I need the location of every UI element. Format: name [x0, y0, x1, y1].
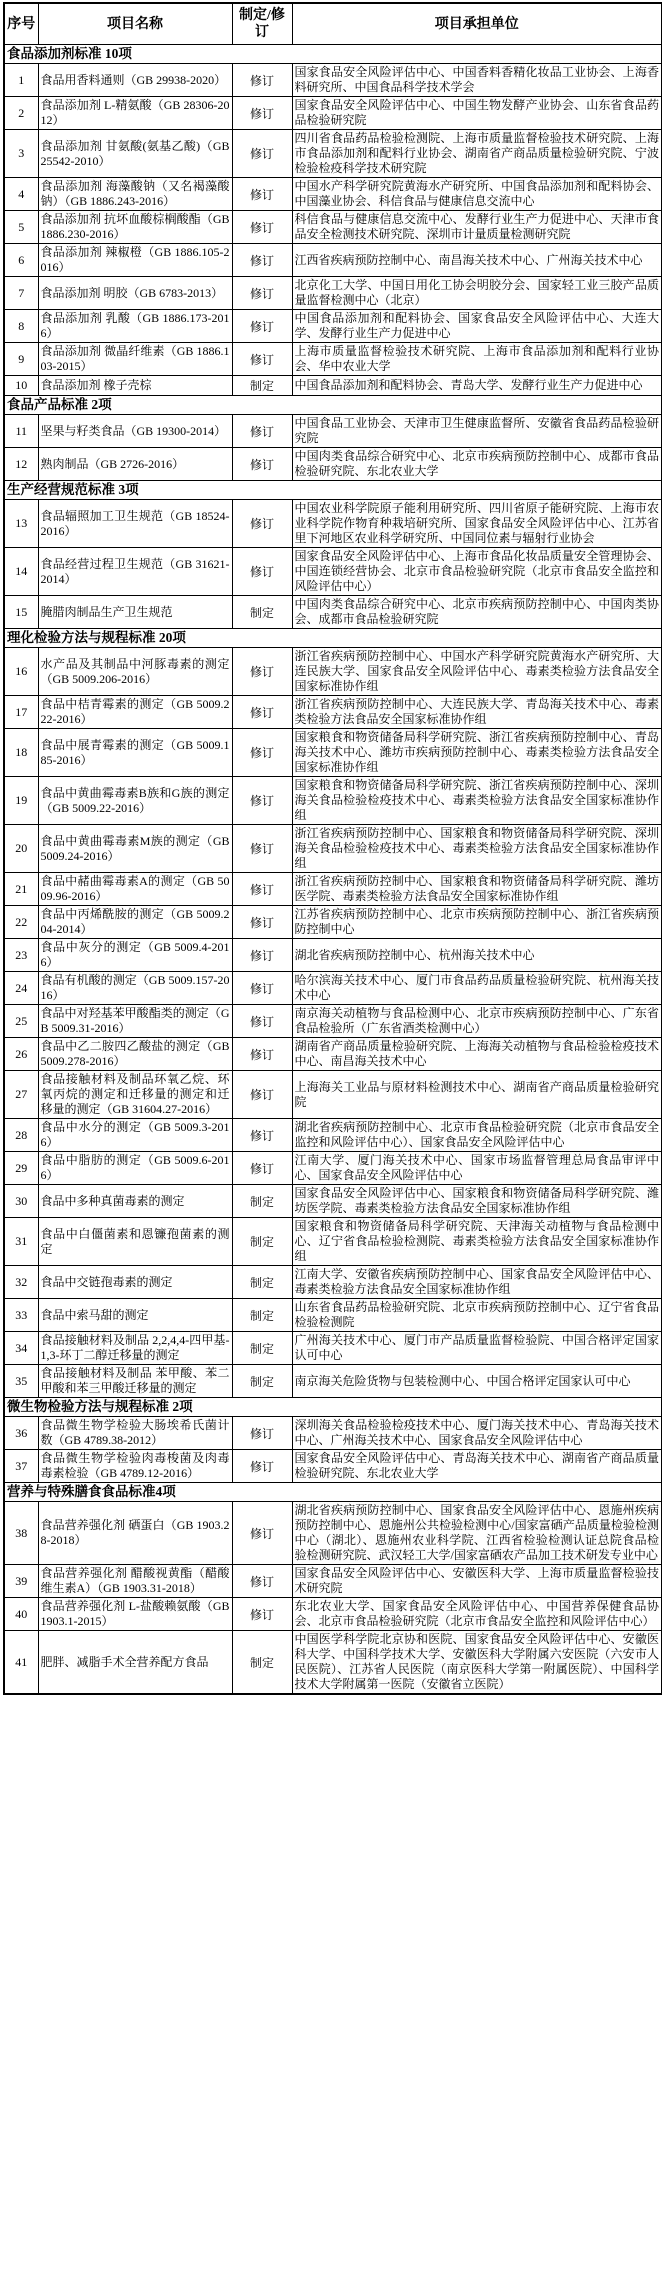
table-row [4, 448, 662, 481]
section-title: 食品产品标准 2项 [4, 396, 662, 415]
action-type: 修订 [232, 310, 292, 343]
row-number: 31 [4, 1218, 38, 1266]
action-type: 修订 [232, 178, 292, 211]
project-name: 食品有机酸的测定（GB 5009.157-2016） [38, 972, 232, 1005]
row-number: 17 [4, 696, 38, 729]
row-number: 8 [4, 310, 38, 343]
row-number: 34 [4, 1332, 38, 1365]
table-row [4, 1185, 662, 1218]
section-row [4, 481, 662, 500]
undertaking-unit: 中国肉类食品综合研究中心、北京市疾病预防控制中心、成都市食品检验研究院、东北农业大学 [292, 448, 662, 481]
action-type: 修订 [232, 64, 292, 97]
action-type: 修订 [232, 500, 292, 548]
section-row [4, 396, 662, 415]
section-row [4, 45, 662, 64]
project-name: 食品中展青霉素的测定（GB 5009.185-2016） [38, 729, 232, 777]
action-type: 制定 [232, 376, 292, 396]
table-row [4, 1218, 662, 1266]
action-type: 修订 [232, 548, 292, 596]
table-row [4, 1332, 662, 1365]
table-row [4, 1598, 662, 1631]
standards-table [3, 2, 662, 1695]
undertaking-unit: 浙江省疾病预防控制中心、国家粮食和物资储备局科学研究院、潍坊医学院、毒素类检验方法食品安全国家标准协作组 [292, 873, 662, 906]
section-title: 营养与特殊膳食食品标准4项 [4, 1483, 662, 1502]
table-row [4, 1299, 662, 1332]
action-type: 修订 [232, 130, 292, 178]
table-body [4, 45, 662, 1695]
project-name: 食品接触材料及制品环氧乙烷、环氧丙烷的测定和迁移量的测定和迁移量的测定（GB 31604.27-2016） [38, 1071, 232, 1119]
undertaking-unit: 中国农业科学院原子能利用研究所、四川省原子能研究院、上海市农业科学院作物育种栽培研究所、国家食品安全风险评估中心、江苏省里下河地区农业科学研究所、中国同位素与辐射行业协会 [292, 500, 662, 548]
action-type: 修订 [232, 777, 292, 825]
undertaking-unit: 湖北省疾病预防控制中心、北京市食品检验研究院（北京市食品安全监控和风险评估中心）、国家食品安全风险评估中心 [292, 1119, 662, 1152]
project-name: 食品中桔青霉素的测定（GB 5009.222-2016） [38, 696, 232, 729]
action-type: 修订 [232, 448, 292, 481]
undertaking-unit: 湖北省疾病预防控制中心、杭州海关技术中心 [292, 939, 662, 972]
action-type: 修订 [232, 906, 292, 939]
project-name: 水产品及其制品中河豚毒素的测定（GB 5009.206-2016） [38, 648, 232, 696]
project-name: 食品添加剂 海藻酸钠（又名褐藻酸钠）（GB 1886.243-2016） [38, 178, 232, 211]
row-number: 5 [4, 211, 38, 244]
action-type: 修订 [232, 244, 292, 277]
project-name: 食品中黄曲霉毒素M族的测定（GB 5009.24-2016） [38, 825, 232, 873]
table-row [4, 1417, 662, 1450]
project-name: 食品添加剂 辣椒橙（GB 1886.105-2016） [38, 244, 232, 277]
section-title: 理化检验方法与规程标准 20项 [4, 629, 662, 648]
action-type: 修订 [232, 343, 292, 376]
row-number: 37 [4, 1450, 38, 1483]
table-row [4, 1119, 662, 1152]
action-type: 制定 [232, 1332, 292, 1365]
table-row [4, 1266, 662, 1299]
row-number: 24 [4, 972, 38, 1005]
action-type: 修订 [232, 97, 292, 130]
table-row [4, 548, 662, 596]
undertaking-unit: 国家食品安全风险评估中心、中国香料香精化妆品工业协会、上海香料研究所、中国食品科学技术学会 [292, 64, 662, 97]
action-type: 制定 [232, 1299, 292, 1332]
action-type: 修订 [232, 211, 292, 244]
undertaking-unit: 哈尔滨海关技术中心、厦门市食品药品质量检验研究院、杭州海关技术中心 [292, 972, 662, 1005]
undertaking-unit: 国家食品安全风险评估中心、青岛海关技术中心、湖南省产商品质量检验研究院、东北农业大学 [292, 1450, 662, 1483]
undertaking-unit: 江西省疾病预防控制中心、南昌海关技术中心、广州海关技术中心 [292, 244, 662, 277]
table-row [4, 825, 662, 873]
undertaking-unit: 江南大学、安徽省疾病预防控制中心、国家食品安全风险评估中心、毒素类检验方法食品安全国家标准协作组 [292, 1266, 662, 1299]
project-name: 食品添加剂 橡子壳棕 [38, 376, 232, 396]
action-type: 修订 [232, 939, 292, 972]
table-row [4, 415, 662, 448]
project-name: 食品辐照加工卫生规范（GB 18524-2016） [38, 500, 232, 548]
undertaking-unit: 国家粮食和物资储备局科学研究院、浙江省疾病预防控制中心、青岛海关技术中心、潍坊市疾病预防控制中心、毒素类检验方法食品安全国家标准协作组 [292, 729, 662, 777]
undertaking-unit: 上海海关工业品与原材料检测技术中心、湖南省产商品质量检验研究院 [292, 1071, 662, 1119]
row-number: 41 [4, 1631, 38, 1695]
row-number: 21 [4, 873, 38, 906]
row-number: 33 [4, 1299, 38, 1332]
table-row [4, 1365, 662, 1398]
row-number: 40 [4, 1598, 38, 1631]
project-name: 食品添加剂 甘氨酸(氨基乙酸)（GB 25542-2010） [38, 130, 232, 178]
action-type: 修订 [232, 1417, 292, 1450]
table-row [4, 211, 662, 244]
table-row [4, 130, 662, 178]
project-name: 食品中黄曲霉毒素B族和G族的测定（GB 5009.22-2016） [38, 777, 232, 825]
table-row [4, 277, 662, 310]
undertaking-unit: 中国医学科学院北京协和医院、国家食品安全风险评估中心、安徽医科大学、中国科学技术大学、安徽医科大学附属六安医院（六安市人民医院）、江苏省人民医院（南京医科大学第一附属医院）、中国科学技术大学附属第一医院（安徽省立医院） [292, 1631, 662, 1695]
row-number: 13 [4, 500, 38, 548]
table-row [4, 729, 662, 777]
undertaking-unit: 上海市质量监督检验技术研究院、上海市食品添加剂和配料行业协会、华中农业大学 [292, 343, 662, 376]
undertaking-unit: 国家食品安全风险评估中心、国家粮食和物资储备局科学研究院、潍坊医学院、毒素类检验方法食品安全国家标准协作组 [292, 1185, 662, 1218]
project-name: 食品中索马甜的测定 [38, 1299, 232, 1332]
undertaking-unit: 湖北省疾病预防控制中心、国家食品安全风险评估中心、恩施州疾病预防控制中心、恩施州公共检验检测中心/国家富硒产品质量检验检测中心（湖北）、恩施州农业科学院、江西省检验检测认证总院食品检验检测研究院、武汉轻工大学/国家富硒农产品加工技术研发专业中心 [292, 1502, 662, 1565]
undertaking-unit: 国家食品安全风险评估中心、中国生物发酵产业协会、山东省食品药品检验研究院 [292, 97, 662, 130]
row-number: 26 [4, 1038, 38, 1071]
row-number: 2 [4, 97, 38, 130]
project-name: 食品中丙烯酰胺的测定（GB 5009.204-2014） [38, 906, 232, 939]
table-row [4, 906, 662, 939]
action-type: 制定 [232, 1266, 292, 1299]
undertaking-unit: 北京化工大学、中国日用化工协会明胶分会、国家轻工业三胶产品质量监督检测中心（北京） [292, 277, 662, 310]
header-num: 序号 [4, 3, 38, 45]
project-name: 食品营养强化剂 硒蛋白（GB 1903.28-2018） [38, 1502, 232, 1565]
action-type: 修订 [232, 1502, 292, 1565]
row-number: 35 [4, 1365, 38, 1398]
action-type: 修订 [232, 1450, 292, 1483]
action-type: 制定 [232, 596, 292, 629]
table-row [4, 777, 662, 825]
action-type: 修订 [232, 1565, 292, 1598]
header-row [4, 3, 662, 45]
table-row [4, 972, 662, 1005]
action-type: 制定 [232, 1365, 292, 1398]
row-number: 9 [4, 343, 38, 376]
row-number: 4 [4, 178, 38, 211]
row-number: 3 [4, 130, 38, 178]
undertaking-unit: 广州海关技术中心、厦门市产品质量监督检验院、中国合格评定国家认可中心 [292, 1332, 662, 1365]
row-number: 15 [4, 596, 38, 629]
action-type: 修订 [232, 1038, 292, 1071]
row-number: 23 [4, 939, 38, 972]
project-name: 熟肉制品（GB 2726-2016） [38, 448, 232, 481]
project-name: 食品添加剂 乳酸（GB 1886.173-2016） [38, 310, 232, 343]
table-row [4, 1631, 662, 1695]
row-number: 10 [4, 376, 38, 396]
project-name: 食品中多种真菌毒素的测定 [38, 1185, 232, 1218]
project-name: 食品中对羟基苯甲酸酯类的测定（GB 5009.31-2016） [38, 1005, 232, 1038]
project-name: 食品中灰分的测定（GB 5009.4-2016） [38, 939, 232, 972]
row-number: 25 [4, 1005, 38, 1038]
project-name: 坚果与籽类食品（GB 19300-2014） [38, 415, 232, 448]
project-name: 食品中赭曲霉毒素A的测定（GB 5009.96-2016） [38, 873, 232, 906]
table-row [4, 376, 662, 396]
action-type: 修订 [232, 648, 292, 696]
project-name: 食品营养强化剂 醋酸视黄酯（醋酸维生素A）（GB 1903.31-2018） [38, 1565, 232, 1598]
row-number: 39 [4, 1565, 38, 1598]
header-name: 项目名称 [38, 3, 232, 45]
project-name: 食品中白僵菌素和恩镰孢菌素的测定 [38, 1218, 232, 1266]
row-number: 18 [4, 729, 38, 777]
action-type: 修订 [232, 729, 292, 777]
undertaking-unit: 浙江省疾病预防控制中心、中国水产科学研究院黄海水产研究所、大连民族大学、国家食品安全风险评估中心、毒素类检验方法食品安全国家标准协作组 [292, 648, 662, 696]
table-row [4, 64, 662, 97]
undertaking-unit: 浙江省疾病预防控制中心、国家粮食和物资储备局科学研究院、深圳海关食品检验检疫技术中心、毒素类检验方法食品安全国家标准协作组 [292, 825, 662, 873]
undertaking-unit: 国家粮食和物资储备局科学研究院、天津海关动植物与食品检测中心、辽宁省食品检验检测院、毒素类检验方法食品安全国家标准协作组 [292, 1218, 662, 1266]
undertaking-unit: 山东省食品药品检验研究院、北京市疾病预防控制中心、辽宁省食品检验检测院 [292, 1299, 662, 1332]
row-number: 7 [4, 277, 38, 310]
row-number: 11 [4, 415, 38, 448]
undertaking-unit: 国家粮食和物资储备局科学研究院、浙江省疾病预防控制中心、深圳海关食品检验检疫技术中心、毒素类检验方法食品安全国家标准协作组 [292, 777, 662, 825]
action-type: 制定 [232, 1185, 292, 1218]
table-row [4, 1502, 662, 1565]
row-number: 6 [4, 244, 38, 277]
undertaking-unit: 南京海关危险货物与包装检测中心、中国合格评定国家认可中心 [292, 1365, 662, 1398]
action-type: 修订 [232, 696, 292, 729]
row-number: 20 [4, 825, 38, 873]
table-row [4, 696, 662, 729]
undertaking-unit: 国家食品安全风险评估中心、上海市食品化妆品质量安全管理协会、中国连锁经营协会、北京市食品检验研究院（北京市食品安全监控和风险评估中心） [292, 548, 662, 596]
undertaking-unit: 东北农业大学、国家食品安全风险评估中心、中国营养保健食品协会、北京市食品检验研究院（北京市食品安全监控和风险评估中心） [292, 1598, 662, 1631]
row-number: 38 [4, 1502, 38, 1565]
project-name: 食品添加剂 明胶（GB 6783-2013） [38, 277, 232, 310]
table-row [4, 1038, 662, 1071]
action-type: 修订 [232, 415, 292, 448]
project-name: 食品中水分的测定（GB 5009.3-2016） [38, 1119, 232, 1152]
table-row [4, 178, 662, 211]
table-row [4, 1071, 662, 1119]
row-number: 36 [4, 1417, 38, 1450]
table-row [4, 939, 662, 972]
table-row [4, 97, 662, 130]
project-name: 食品中脂肪的测定（GB 5009.6-2016） [38, 1152, 232, 1185]
table-header [4, 3, 662, 45]
table-row [4, 500, 662, 548]
undertaking-unit: 湖南省产商品质量检验研究院、上海海关动植物与食品检验检疫技术中心、南昌海关技术中心 [292, 1038, 662, 1071]
action-type: 修订 [232, 1598, 292, 1631]
table-row [4, 343, 662, 376]
undertaking-unit: 科信食品与健康信息交流中心、发酵行业生产力促进中心、天津市食品安全检测技术研究院、深圳市计量质量检测研究院 [292, 211, 662, 244]
project-name: 食品营养强化剂 L-盐酸赖氨酸（GB 1903.1-2015） [38, 1598, 232, 1631]
row-number: 22 [4, 906, 38, 939]
project-name: 食品中乙二胺四乙酸盐的测定（GB 5009.278-2016） [38, 1038, 232, 1071]
action-type: 修订 [232, 873, 292, 906]
undertaking-unit: 江苏省疾病预防控制中心、北京市疾病预防控制中心、浙江省疾病预防控制中心 [292, 906, 662, 939]
section-row [4, 1398, 662, 1417]
row-number: 12 [4, 448, 38, 481]
row-number: 29 [4, 1152, 38, 1185]
section-title: 生产经营规范标准 3项 [4, 481, 662, 500]
action-type: 制定 [232, 1631, 292, 1695]
undertaking-unit: 中国食品添加剂和配料协会、国家食品安全风险评估中心、大连大学、发酵行业生产力促进中心 [292, 310, 662, 343]
project-name: 食品微生物学检验大肠埃希氏菌计数（GB 4789.38-2012） [38, 1417, 232, 1450]
undertaking-unit: 中国肉类食品综合研究中心、北京市疾病预防控制中心、中国肉类协会、成都市食品检验研究院 [292, 596, 662, 629]
table-row [4, 1005, 662, 1038]
project-name: 食品微生物学检验肉毒梭菌及肉毒毒素检验（GB 4789.12-2016） [38, 1450, 232, 1483]
header-unit: 项目承担单位 [292, 3, 662, 45]
undertaking-unit: 国家食品安全风险评估中心、安徽医科大学、上海市质量监督检验技术研究院 [292, 1565, 662, 1598]
row-number: 28 [4, 1119, 38, 1152]
table-row [4, 648, 662, 696]
action-type: 修订 [232, 825, 292, 873]
project-name: 食品用香料通则（GB 29938-2020） [38, 64, 232, 97]
undertaking-unit: 浙江省疾病预防控制中心、大连民族大学、青岛海关技术中心、毒素类检验方法食品安全国家标准协作组 [292, 696, 662, 729]
project-name: 食品经营过程卫生规范（GB 31621-2014） [38, 548, 232, 596]
table-row [4, 873, 662, 906]
row-number: 16 [4, 648, 38, 696]
header-action: 制定/修订 [232, 3, 292, 45]
action-type: 修订 [232, 1119, 292, 1152]
undertaking-unit: 中国食品添加剂和配料协会、青岛大学、发酵行业生产力促进中心 [292, 376, 662, 396]
project-name: 食品接触材料及制品 2,2,4,4-四甲基-1,3-环丁二醇迁移量的测定 [38, 1332, 232, 1365]
table-row [4, 244, 662, 277]
section-row [4, 629, 662, 648]
undertaking-unit: 南京海关动植物与食品检测中心、北京市疾病预防控制中心、广东省食品检验所（广东省酒类检测中心） [292, 1005, 662, 1038]
row-number: 19 [4, 777, 38, 825]
action-type: 修订 [232, 1005, 292, 1038]
project-name: 食品添加剂 微晶纤维素（GB 1886.103-2015） [38, 343, 232, 376]
project-name: 食品中交链孢毒素的测定 [38, 1266, 232, 1299]
action-type: 修订 [232, 1071, 292, 1119]
action-type: 修订 [232, 277, 292, 310]
table-row [4, 596, 662, 629]
undertaking-unit: 江南大学、厦门海关技术中心、国家市场监督管理总局食品审评中心、国家食品安全风险评估中心 [292, 1152, 662, 1185]
action-type: 制定 [232, 1218, 292, 1266]
action-type: 修订 [232, 972, 292, 1005]
table-row [4, 310, 662, 343]
project-name: 食品接触材料及制品 苯甲酸、苯二甲酸和苯三甲酸迁移量的测定 [38, 1365, 232, 1398]
section-title: 食品添加剂标准 10项 [4, 45, 662, 64]
row-number: 27 [4, 1071, 38, 1119]
project-name: 肥胖、减脂手术全营养配方食品 [38, 1631, 232, 1695]
section-row [4, 1483, 662, 1502]
row-number: 30 [4, 1185, 38, 1218]
undertaking-unit: 中国水产科学研究院黄海水产研究所、中国食品添加剂和配料协会、中国藻业协会、科信食品与健康信息交流中心 [292, 178, 662, 211]
table-row [4, 1450, 662, 1483]
row-number: 32 [4, 1266, 38, 1299]
project-name: 腌腊肉制品生产卫生规范 [38, 596, 232, 629]
project-name: 食品添加剂 L-精氨酸（GB 28306-2012） [38, 97, 232, 130]
action-type: 修订 [232, 1152, 292, 1185]
project-name: 食品添加剂 抗坏血酸棕榈酸酯（GB 1886.230-2016） [38, 211, 232, 244]
table-row [4, 1152, 662, 1185]
undertaking-unit: 四川省食品药品检验检测院、上海市质量监督检验技术研究院、上海市食品添加剂和配料行业协会、湖南省产商品质量检验研究院、宁波检验检疫科学技术研究院 [292, 130, 662, 178]
row-number: 1 [4, 64, 38, 97]
undertaking-unit: 中国食品工业协会、天津市卫生健康监督所、安徽省食品药品检验研究院 [292, 415, 662, 448]
table-row [4, 1565, 662, 1598]
row-number: 14 [4, 548, 38, 596]
section-title: 微生物检验方法与规程标准 2项 [4, 1398, 662, 1417]
undertaking-unit: 深圳海关食品检验检疫技术中心、厦门海关技术中心、青岛海关技术中心、广州海关技术中心、国家食品安全风险评估中心 [292, 1417, 662, 1450]
